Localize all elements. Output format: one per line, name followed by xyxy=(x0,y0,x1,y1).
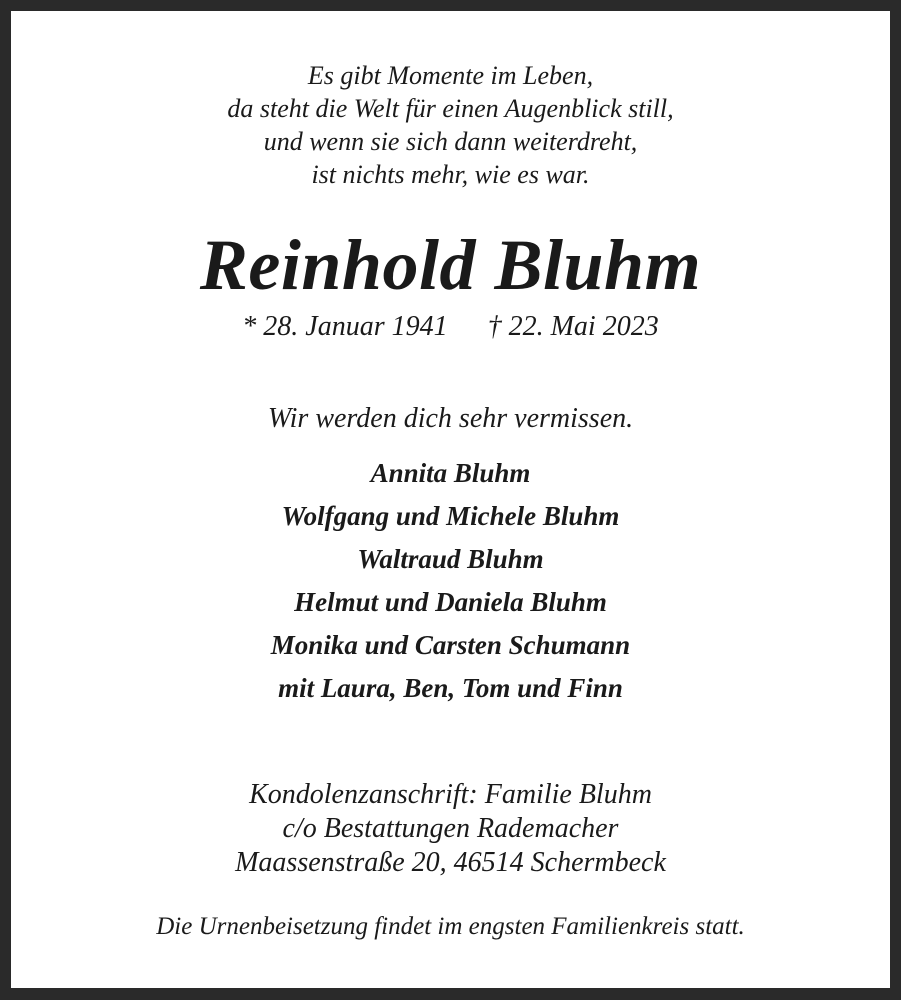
deceased-name: Reinhold Bluhm xyxy=(199,225,702,305)
mourner-name: Monika und Carsten Schumann xyxy=(270,630,631,660)
mourner-name: Waltraud Bluhm xyxy=(357,544,544,574)
obituary-notice xyxy=(11,11,890,988)
mourner-name: Wolfgang und Michele Bluhm xyxy=(281,501,620,531)
mourner-name: mit Laura, Ben, Tom und Finn xyxy=(278,673,623,703)
death-date: † 22. Mai 2023 xyxy=(487,311,659,342)
poem-line: ist nichts mehr, wie es war. xyxy=(311,160,590,189)
poem-line: und wenn sie sich dann weiterdreht, xyxy=(263,127,638,156)
poem-line: Es gibt Momente im Leben, xyxy=(307,61,594,90)
poem-line: da steht die Welt für einen Augenblick still, xyxy=(227,94,674,123)
address-line: Kondolenzanschrift: Familie Bluhm xyxy=(249,779,652,810)
mourner-name: Annita Bluhm xyxy=(370,458,531,488)
burial-note: Die Urnenbeisetzung findet im engsten Familienkreis statt. xyxy=(156,913,745,940)
mourner-name: Helmut und Daniela Bluhm xyxy=(294,587,607,617)
address-line: Maassenstraße 20, 46514 Schermbeck xyxy=(235,847,666,878)
farewell-text: Wir werden dich sehr vermissen. xyxy=(267,403,634,434)
life-dates xyxy=(11,311,890,343)
birth-date: * 28. Januar 1941 xyxy=(242,311,448,342)
address-line: c/o Bestattungen Rademacher xyxy=(282,813,619,844)
